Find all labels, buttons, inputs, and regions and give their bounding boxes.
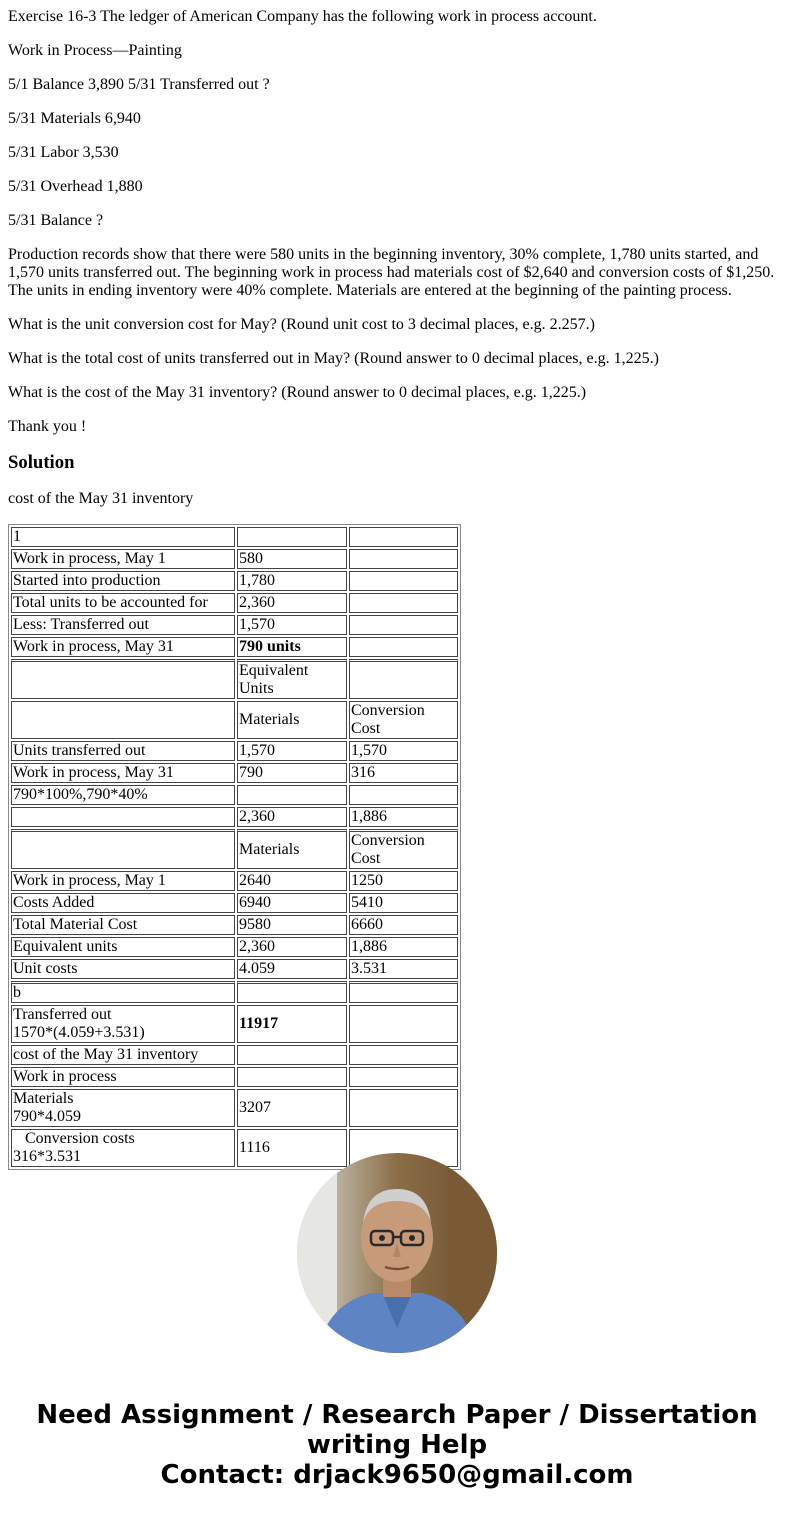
ending-units-value: 790 units — [239, 638, 301, 655]
table-cell: 1,570 — [237, 615, 347, 635]
table-cell: 790 — [237, 763, 347, 783]
problem-description: Production records show that there were 580 units in the beginning inventory, 30% complete, 1,780 units started, and 1,570 units transferred out. The beginning work in process had materials cost of $2,640 and conversion costs of $1,250. The units in ending inventory were 40% complete. Materials are entered at the beginning of the painting process. — [8, 246, 775, 299]
table-cell — [237, 1005, 347, 1043]
table-cell — [11, 659, 235, 699]
table-cell — [349, 527, 458, 547]
footer-banner — [0, 1400, 794, 1490]
table-row — [11, 937, 458, 957]
table-cell — [237, 527, 347, 547]
ledger-entry: 5/31 Overhead 1,880 — [8, 178, 143, 195]
table-row — [11, 785, 458, 805]
table-row — [11, 549, 458, 569]
table-row — [11, 1089, 458, 1127]
materials-label: Materials — [13, 1090, 74, 1107]
table-cell: Conversion Cost — [349, 701, 458, 739]
table-cell: Work in process, May 31 — [11, 637, 235, 657]
ledger-entry: 5/31 Balance ? — [8, 212, 104, 229]
account-title: Work in Process—Painting — [8, 42, 182, 59]
thanks-text: Thank you ! — [8, 418, 87, 435]
table-cell — [349, 593, 458, 613]
table-cell: 1116 — [237, 1129, 347, 1167]
table-cell — [349, 1067, 458, 1087]
transferred-label: Transferred out — [13, 1006, 112, 1023]
table-cell — [349, 1089, 458, 1127]
table-cell: 1,886 — [349, 807, 458, 827]
footer-line: Need Assignment / Research Paper / Dissertation — [36, 1400, 758, 1430]
table-cell — [11, 701, 235, 739]
table-row — [11, 1067, 458, 1087]
ledger-entry: 5/1 Balance 3,890 5/31 Transferred out ? — [8, 76, 270, 93]
table-row — [11, 893, 458, 913]
table-cell: Work in process, May 1 — [11, 549, 235, 569]
table-cell: Total Material Cost — [11, 915, 235, 935]
table-row — [11, 527, 458, 547]
question-3: What is the cost of the May 31 inventory? (Round answer to 0 decimal places, e.g. 1,225.) — [8, 384, 587, 401]
footer-contact: Contact: drjack9650@gmail.com — [160, 1460, 634, 1490]
table-cell: Costs Added — [11, 893, 235, 913]
table-cell: 9580 — [237, 915, 347, 935]
table-cell: 1 — [11, 527, 235, 547]
table-cell: Conversion Cost — [349, 829, 458, 869]
table-cell: 3207 — [237, 1089, 347, 1127]
table-cell — [237, 1067, 347, 1087]
table-cell — [237, 1045, 347, 1065]
table-cell: Equivalent Units — [237, 659, 347, 699]
table-cell: b — [11, 981, 235, 1003]
table-cell: Work in process, May 31 — [11, 763, 235, 783]
materials-calc: 790*4.059 — [13, 1108, 81, 1125]
table-cell: 2640 — [237, 871, 347, 891]
table-cell: 4.059 — [237, 959, 347, 979]
table-cell: 6940 — [237, 893, 347, 913]
question-1: What is the unit conversion cost for May? (Round unit cost to 3 decimal places, e.g. 2.257.) — [8, 316, 595, 333]
table-cell: 1,886 — [349, 937, 458, 957]
table-cell: Work in process — [11, 1067, 235, 1087]
avatar — [297, 1153, 497, 1353]
table-cell: Equivalent units — [11, 937, 235, 957]
table-cell — [349, 549, 458, 569]
table-row — [11, 615, 458, 635]
table-cell — [11, 829, 235, 869]
table-cell: 6660 — [349, 915, 458, 935]
table-cell — [237, 785, 347, 805]
table-cell — [11, 1005, 235, 1043]
table-cell — [349, 785, 458, 805]
table-cell — [11, 1129, 235, 1167]
table-cell: 1250 — [349, 871, 458, 891]
solution-table — [8, 524, 461, 1170]
table-cell: Unit costs — [11, 959, 235, 979]
ledger-entry: 5/31 Materials 6,940 — [8, 110, 141, 127]
table-cell — [349, 1045, 458, 1065]
conversion-label: Conversion costs — [25, 1130, 135, 1147]
solution-subtitle: cost of the May 31 inventory — [8, 490, 194, 507]
table-row — [11, 1005, 458, 1043]
transferred-calc: 1570*(4.059+3.531) — [13, 1024, 145, 1041]
table-cell: Work in process, May 1 — [11, 871, 235, 891]
table-row — [11, 659, 458, 699]
table-row — [11, 829, 458, 869]
table-row — [11, 807, 458, 827]
table-cell — [11, 807, 235, 827]
table-cell: 790*100%,790*40% — [11, 785, 235, 805]
table-cell — [11, 1089, 235, 1127]
table-cell — [349, 615, 458, 635]
table-cell: 1,570 — [237, 741, 347, 761]
table-cell: 2,360 — [237, 937, 347, 957]
table-cell — [349, 981, 458, 1003]
table-cell: 580 — [237, 549, 347, 569]
table-cell: Less: Transferred out — [11, 615, 235, 635]
table-row — [11, 701, 458, 739]
table-cell: 3.531 — [349, 959, 458, 979]
table-row — [11, 593, 458, 613]
table-row — [11, 871, 458, 891]
conversion-calc: 316*3.531 — [13, 1148, 81, 1165]
table-row — [11, 959, 458, 979]
table-row — [11, 763, 458, 783]
table-cell — [349, 659, 458, 699]
solution-heading: Solution — [8, 452, 75, 473]
table-cell — [349, 1005, 458, 1043]
table-cell: Materials — [237, 829, 347, 869]
transferred-value: 11917 — [239, 1015, 279, 1032]
table-row — [11, 741, 458, 761]
footer-line: writing Help — [306, 1430, 488, 1460]
table-cell — [237, 637, 347, 657]
table-cell — [237, 981, 347, 1003]
table-cell — [349, 637, 458, 657]
table-cell: Units transferred out — [11, 741, 235, 761]
table-cell: Total units to be accounted for — [11, 593, 235, 613]
ledger-entry: 5/31 Labor 3,530 — [8, 144, 119, 161]
table-cell: 1,570 — [349, 741, 458, 761]
table-cell: 316 — [349, 763, 458, 783]
table-row — [11, 981, 458, 1003]
table-row — [11, 571, 458, 591]
table-cell: Started into production — [11, 571, 235, 591]
table-cell: Materials — [237, 701, 347, 739]
table-cell: 2,360 — [237, 807, 347, 827]
table-cell: 2,360 — [237, 593, 347, 613]
solution-table-wrapper — [8, 524, 461, 1165]
table-cell: 5410 — [349, 893, 458, 913]
table-row — [11, 915, 458, 935]
table-cell: 1,780 — [237, 571, 347, 591]
table-row — [11, 637, 458, 657]
tutor-photo — [297, 1153, 497, 1353]
table-cell: cost of the May 31 inventory — [11, 1045, 235, 1065]
question-intro: Exercise 16-3 The ledger of American Company has the following work in process account. — [8, 8, 597, 25]
table-cell — [349, 571, 458, 591]
question-2: What is the total cost of units transferred out in May? (Round answer to 0 decimal places, e.g. 1,225.) — [8, 350, 659, 367]
table-row — [11, 1045, 458, 1065]
